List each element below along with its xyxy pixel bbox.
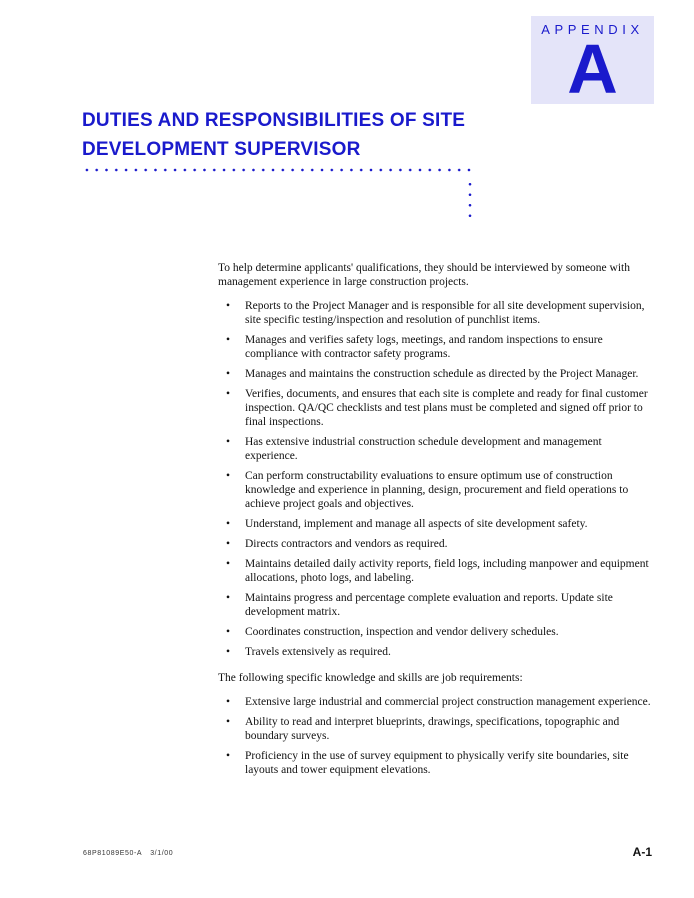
bullet-icon: •: [226, 538, 231, 550]
list-item-text: Understand, implement and manage all aspects of site development safety.: [245, 518, 588, 530]
bullet-icon: •: [226, 716, 231, 728]
footer-doc-info: [83, 850, 173, 857]
bullet-icon: •: [226, 592, 231, 604]
bullet-icon: •: [226, 646, 231, 658]
list-item: [218, 517, 654, 531]
bullet-icon: •: [226, 558, 231, 570]
list-item-text: Ability to read and interpret blueprints, drawings, specifications, topographic and boundary surveys.: [245, 716, 620, 742]
list-item: [218, 591, 654, 619]
list-item-text: Travels extensively as required.: [245, 646, 391, 658]
bullet-icon: •: [226, 300, 231, 312]
list-item: [218, 435, 654, 463]
list-item: [218, 625, 654, 639]
list-item-text: Extensive large industrial and commercial project construction management experience.: [245, 696, 651, 708]
dotted-rule-horizontal: [82, 168, 474, 172]
list-item-text: Maintains detailed daily activity reports, field logs, including manpower and equipment allocations, photo logs, and labeling.: [245, 558, 649, 584]
requirements-intro: The following specific knowledge and skills are job requirements:: [218, 672, 523, 684]
list-item: [218, 557, 654, 585]
list-item-text: Manages and maintains the construction schedule as directed by the Project Manager.: [245, 368, 639, 380]
list-item-text: Can perform constructability evaluations to ensure optimum use of construction knowledge and experience in planning, design, procurement and field operations to achieve project goals and objectives.: [245, 470, 629, 510]
list-item: [218, 367, 654, 381]
list-item-text: Verifies, documents, and ensures that each site is complete and ready for final customer inspection. QA/QC checklists and test plans must be completed and signed off prior to final inspections.: [245, 388, 648, 428]
list-item: [218, 695, 654, 709]
bullet-icon: •: [226, 470, 231, 482]
list-item-text: Reports to the Project Manager and is responsible for all site development supervision, site specific testing/inspection and resolution of punchlist items.: [245, 300, 645, 326]
bullet-icon: •: [226, 750, 231, 762]
list-item: [218, 537, 654, 551]
bullet-icon: •: [226, 368, 231, 380]
dotted-rule-vertical: [468, 179, 472, 221]
list-item-text: Coordinates construction, inspection and vendor delivery schedules.: [245, 626, 559, 638]
main-content: [218, 261, 654, 789]
list-item: [218, 645, 654, 659]
list-item: [218, 749, 654, 777]
duties-list: [218, 299, 654, 659]
list-item: [218, 387, 654, 429]
bullet-icon: •: [226, 696, 231, 708]
list-item-text: Proficiency in the use of survey equipment to physically verify site boundaries, site layouts and tower equipment elevations.: [245, 750, 629, 776]
list-item: [218, 469, 654, 511]
bullet-icon: •: [226, 388, 231, 400]
list-item-text: Maintains progress and percentage complete evaluation and reports. Update site development matrix.: [245, 592, 613, 618]
list-item: [218, 333, 654, 361]
page-title: DUTIES AND RESPONSIBILITIES OF SITE DEVELOPMENT SUPERVISOR: [82, 110, 466, 160]
requirements-list: [218, 695, 654, 777]
bullet-icon: •: [226, 334, 231, 346]
appendix-label: APPENDIX: [541, 22, 644, 37]
list-item-text: Directs contractors and vendors as required.: [245, 538, 448, 550]
appendix-letter: A: [567, 30, 618, 108]
bullet-icon: •: [226, 626, 231, 638]
bullet-icon: •: [226, 518, 231, 530]
list-item-text: Has extensive industrial construction schedule development and management experience.: [245, 436, 602, 462]
list-item: [218, 299, 654, 327]
doc-date: 3/1/00: [150, 850, 174, 857]
list-item: [218, 715, 654, 743]
appendix-badge: [531, 16, 654, 108]
intro-paragraph: To help determine applicants' qualifications, they should be interviewed by someone with management experience in large construction projects.: [218, 262, 630, 288]
bullet-icon: •: [226, 436, 231, 448]
list-item-text: Manages and verifies safety logs, meetings, and random inspections to ensure compliance with contractor safety programs.: [245, 334, 603, 360]
doc-number: 68P81089E50-A: [83, 850, 143, 857]
page-number: A-1: [632, 845, 652, 859]
